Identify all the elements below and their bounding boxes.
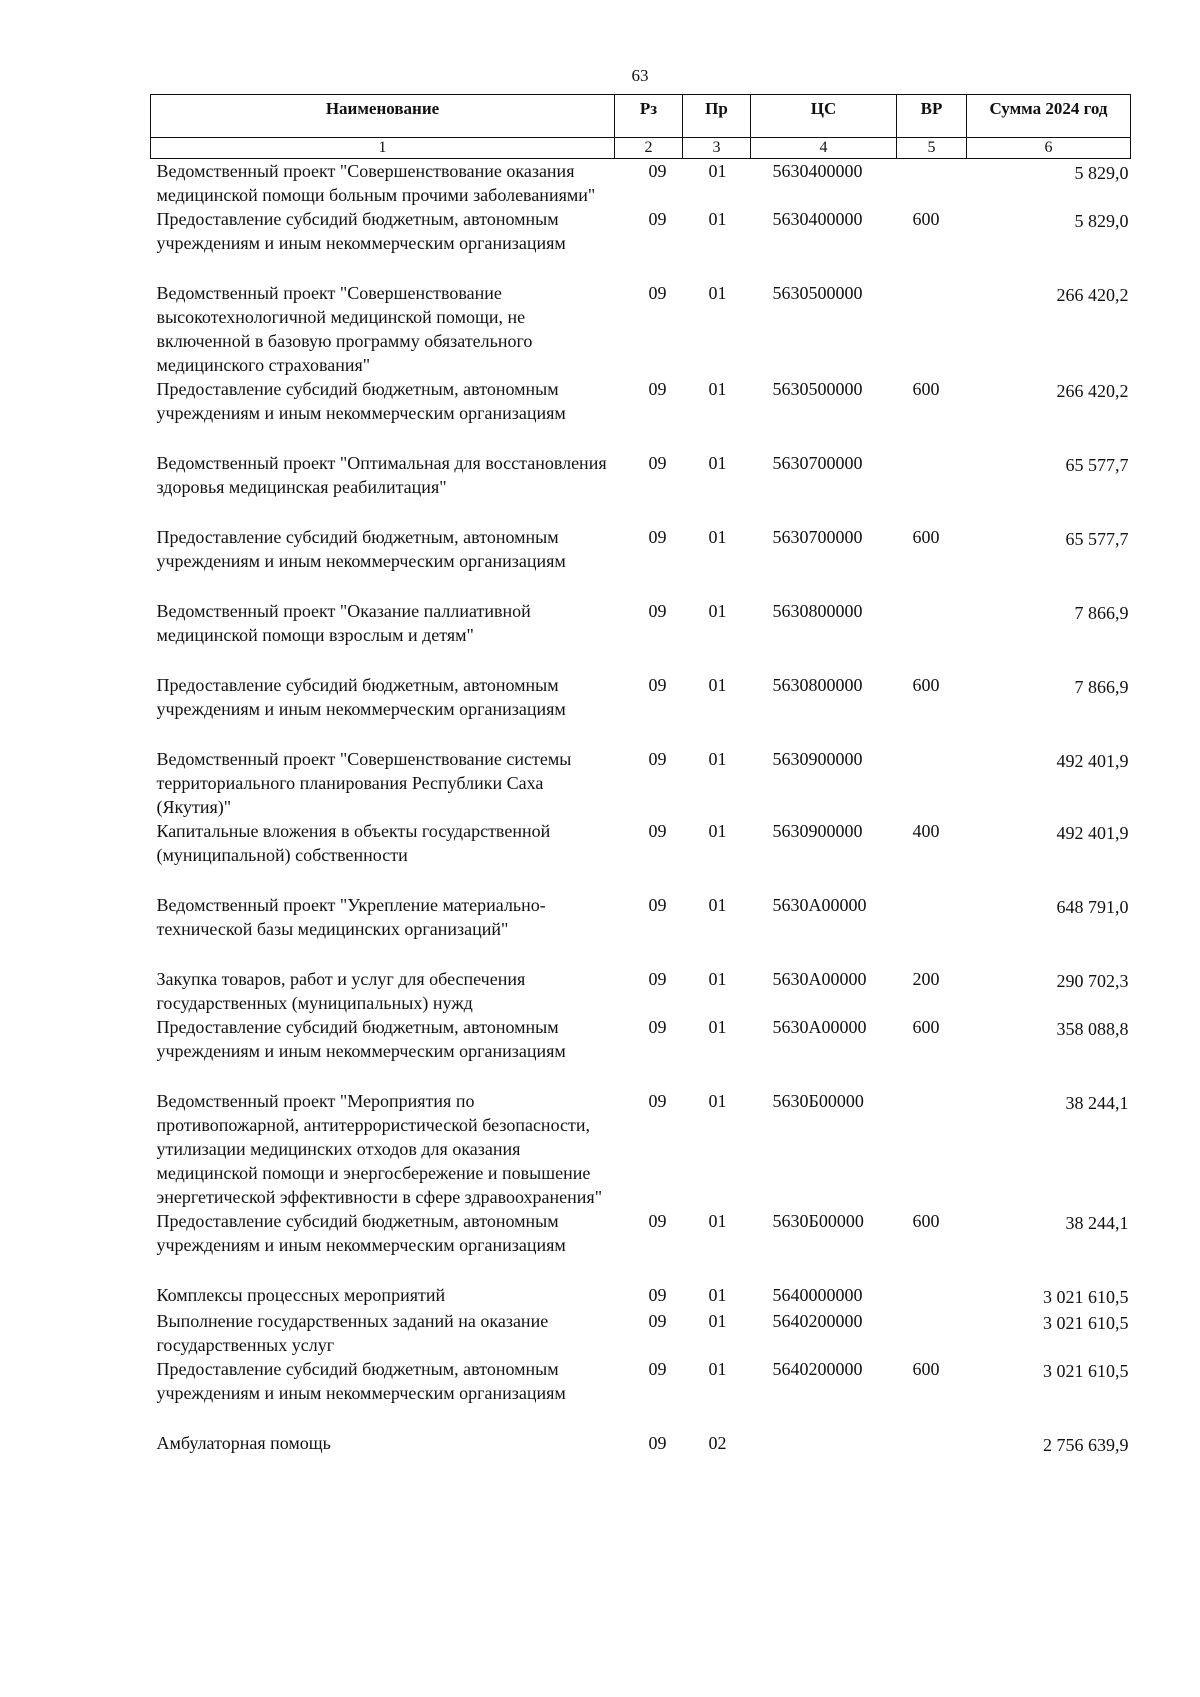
row-name: Предоставление субсидий бюджетным, автономным учреждениям и иным некоммерческим организациям <box>156 1017 566 1061</box>
row-cs: 5640200000 <box>772 1311 863 1331</box>
row-rz: 09 <box>648 1433 667 1453</box>
row-sum: 38 244,1 <box>1065 1213 1129 1233</box>
row-vr <box>897 451 967 525</box>
row-rz: 09 <box>648 675 667 695</box>
row-name: Ведомственный проект "Мероприятия по противопожарной, антитеррористической безопасности, утилизации медицинских отходов для оказания медицинской помощи и энергосбережение и повышение энергетической эффективности в сфере здравоохранения" <box>156 1091 603 1207</box>
row-cs: 5630Б00000 <box>772 1091 864 1111</box>
header-number: 6 <box>967 138 1131 159</box>
row-pr: 01 <box>708 283 727 303</box>
row-sum: 492 401,9 <box>1056 823 1129 843</box>
row-name: Предоставление субсидий бюджетным, автономным учреждениям и иным некоммерческим организациям <box>156 675 566 719</box>
row-name: Предоставление субсидий бюджетным, автономным учреждениям и иным некоммерческим организациям <box>156 379 566 423</box>
row-name: Предоставление субсидий бюджетным, автономным учреждениям и иным некоммерческим организациям <box>156 209 566 253</box>
row-sum: 7 866,9 <box>1074 603 1129 623</box>
row-name: Закупка товаров, работ и услуг для обеспечения государственных (муниципальных) нужд <box>156 969 526 1013</box>
row-pr: 01 <box>708 161 727 181</box>
header-number: 1 <box>151 138 615 159</box>
row-vr: 600 <box>912 209 940 229</box>
row-vr <box>897 159 967 208</box>
row-vr <box>897 1431 967 1457</box>
row-cs: 5630А00000 <box>772 1017 867 1037</box>
table-row <box>151 1209 1131 1283</box>
row-pr: 01 <box>708 453 727 473</box>
header-number: 2 <box>615 138 683 159</box>
row-name: Ведомственный проект "Совершенствование оказания медицинской помощи больным прочими заболеваниями" <box>156 161 596 205</box>
table-row <box>151 281 1131 377</box>
row-pr: 01 <box>708 1311 727 1331</box>
table-row <box>151 673 1131 747</box>
row-name: Предоставление субсидий бюджетным, автономным учреждениям и иным некоммерческим организациям <box>156 1211 566 1255</box>
row-name: Ведомственный проект "Оптимальная для восстановления здоровья медицинская реабилитация" <box>156 453 607 497</box>
table-row <box>151 1357 1131 1431</box>
row-sum: 3 021 610,5 <box>1043 1361 1129 1381</box>
table-row <box>151 893 1131 967</box>
row-rz: 09 <box>648 1285 667 1305</box>
row-cs: 5630900000 <box>772 821 863 841</box>
row-rz: 09 <box>648 601 667 621</box>
header-name: Наименование <box>151 95 615 138</box>
row-cs: 5630400000 <box>772 209 863 229</box>
row-vr <box>897 1089 967 1209</box>
row-cs: 5630А00000 <box>772 969 867 989</box>
page-number: 63 <box>631 66 649 85</box>
row-cs <box>751 1431 897 1457</box>
table-row <box>151 599 1131 673</box>
table-row <box>151 747 1131 819</box>
row-vr <box>897 599 967 673</box>
row-cs: 5640200000 <box>772 1359 863 1379</box>
row-cs: 5630500000 <box>772 379 863 399</box>
row-pr: 01 <box>708 749 727 769</box>
row-vr: 600 <box>912 527 940 547</box>
row-cs: 5630А00000 <box>772 895 867 915</box>
header-cs: ЦС <box>751 95 897 138</box>
row-pr: 02 <box>708 1433 727 1453</box>
row-cs: 5630800000 <box>772 601 863 621</box>
row-cs: 5630800000 <box>772 675 863 695</box>
table-row <box>151 1431 1131 1457</box>
row-cs: 5630700000 <box>772 527 863 547</box>
header-sum: Сумма 2024 год <box>967 95 1131 138</box>
row-rz: 09 <box>648 749 667 769</box>
row-sum: 290 702,3 <box>1056 971 1129 991</box>
row-name: Амбулаторная помощь <box>156 1433 331 1453</box>
row-vr: 600 <box>912 1359 940 1379</box>
row-pr: 01 <box>708 895 727 915</box>
row-sum: 648 791,0 <box>1056 897 1129 917</box>
row-name: Выполнение государственных заданий на оказание государственных услуг <box>156 1311 549 1355</box>
row-sum: 65 577,7 <box>1065 455 1129 475</box>
row-sum: 5 829,0 <box>1074 163 1129 183</box>
row-sum: 65 577,7 <box>1065 529 1129 549</box>
row-sum: 3 021 610,5 <box>1043 1287 1129 1307</box>
row-cs: 5630900000 <box>772 749 863 769</box>
table-row <box>151 1089 1131 1209</box>
row-pr: 01 <box>708 1091 727 1111</box>
row-rz: 09 <box>648 161 667 181</box>
row-cs: 5630400000 <box>772 161 863 181</box>
table-row <box>151 1309 1131 1357</box>
row-rz: 09 <box>648 821 667 841</box>
row-rz: 09 <box>648 1211 667 1231</box>
row-rz: 09 <box>648 283 667 303</box>
row-name: Предоставление субсидий бюджетным, автономным учреждениям и иным некоммерческим организациям <box>156 527 566 571</box>
row-rz: 09 <box>648 1359 667 1379</box>
row-pr: 01 <box>708 1211 727 1231</box>
table-row <box>151 1283 1131 1309</box>
row-pr: 01 <box>708 1017 727 1037</box>
row-vr <box>897 747 967 819</box>
row-name: Ведомственный проект "Совершенствование высокотехнологичной медицинской помощи, не включенной в базовую программу обязательного медицинского страхования" <box>156 283 533 375</box>
table-body <box>151 159 1131 1458</box>
row-rz: 09 <box>648 453 667 473</box>
row-pr: 01 <box>708 675 727 695</box>
table-row <box>151 525 1131 599</box>
row-cs: 5630500000 <box>772 283 863 303</box>
row-sum: 492 401,9 <box>1056 751 1129 771</box>
row-pr: 01 <box>708 379 727 399</box>
row-sum: 266 420,2 <box>1056 381 1129 401</box>
row-pr: 01 <box>708 601 727 621</box>
row-name: Ведомственный проект "Совершенствование системы территориального планирования Республики Саха (Якутия)" <box>156 749 572 817</box>
row-sum: 266 420,2 <box>1056 285 1129 305</box>
header-pr: Пр <box>683 95 751 138</box>
table-row <box>151 207 1131 281</box>
row-sum: 358 088,8 <box>1056 1019 1129 1039</box>
row-rz: 09 <box>648 969 667 989</box>
table-row <box>151 451 1131 525</box>
row-sum: 5 829,0 <box>1074 211 1129 231</box>
table-header <box>151 95 1131 159</box>
row-name: Ведомственный проект "Укрепление материально-технической базы медицинских организаций" <box>156 895 546 939</box>
row-vr: 600 <box>912 1211 940 1231</box>
row-vr <box>897 1309 967 1357</box>
header-number: 4 <box>751 138 897 159</box>
row-rz: 09 <box>648 895 667 915</box>
row-name: Предоставление субсидий бюджетным, автономным учреждениям и иным некоммерческим организациям <box>156 1359 566 1403</box>
row-vr: 400 <box>912 821 940 841</box>
row-sum: 38 244,1 <box>1065 1093 1129 1113</box>
row-rz: 09 <box>648 1091 667 1111</box>
row-cs: 5630Б00000 <box>772 1211 864 1231</box>
row-sum: 3 021 610,5 <box>1043 1313 1129 1333</box>
table-row <box>151 377 1131 451</box>
header-vr: ВР <box>897 95 967 138</box>
header-number: 3 <box>683 138 751 159</box>
row-pr: 01 <box>708 969 727 989</box>
row-cs: 5640000000 <box>772 1285 863 1305</box>
table-row <box>151 159 1131 208</box>
row-pr: 01 <box>708 209 727 229</box>
row-pr: 01 <box>708 527 727 547</box>
row-rz: 09 <box>648 379 667 399</box>
row-vr: 600 <box>912 1017 940 1037</box>
row-name: Капитальные вложения в объекты государственной (муниципальной) собственности <box>156 821 551 865</box>
row-rz: 09 <box>648 209 667 229</box>
row-vr: 600 <box>912 379 940 399</box>
row-pr: 01 <box>708 821 727 841</box>
row-sum: 7 866,9 <box>1074 677 1129 697</box>
row-pr: 01 <box>708 1359 727 1379</box>
row-name: Ведомственный проект "Оказание паллиативной медицинской помощи взрослым и детям" <box>156 601 531 645</box>
row-vr: 200 <box>912 969 940 989</box>
row-vr: 600 <box>912 675 940 695</box>
table-row <box>151 1015 1131 1089</box>
header-rz: Рз <box>615 95 683 138</box>
row-cs: 5630700000 <box>772 453 863 473</box>
row-pr: 01 <box>708 1285 727 1305</box>
row-name: Комплексы процессных мероприятий <box>156 1285 446 1305</box>
row-vr <box>897 281 967 377</box>
row-sum: 2 756 639,9 <box>1043 1435 1129 1455</box>
row-vr <box>897 1283 967 1309</box>
row-rz: 09 <box>648 1311 667 1331</box>
row-rz: 09 <box>648 527 667 547</box>
header-number: 5 <box>897 138 967 159</box>
budget-table <box>150 94 1131 1457</box>
table-row <box>151 967 1131 1015</box>
row-rz: 09 <box>648 1017 667 1037</box>
row-vr <box>897 893 967 967</box>
table-row <box>151 819 1131 893</box>
